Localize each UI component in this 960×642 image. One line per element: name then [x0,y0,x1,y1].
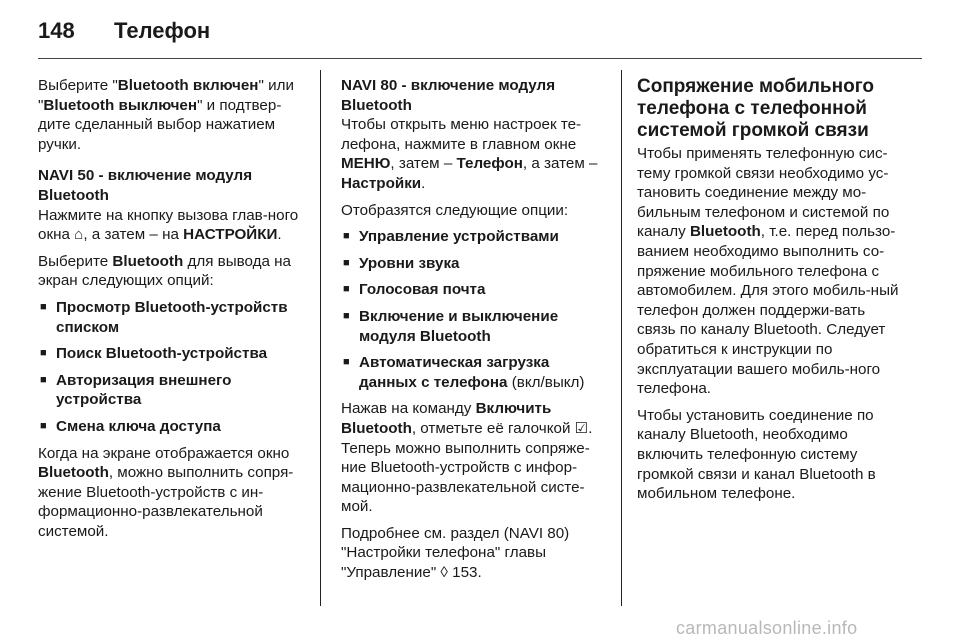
navi80-more-paragraph: Подробнее см. раздел (NAVI 80) "Настройки телефона" главы "Управление" ◊ 153. [341,524,570,582]
navi50-heading: NAVI 50 - включение модуля Bluetooth [38,167,253,204]
column-2 [341,76,605,590]
navi80-command-paragraph: Нажав на команду Включить Bluetooth, отметьте её галочкой ☑. Теперь можно выполнить сопряже-ние Bluetooth-устройств с инфор-мационно-развлекательной систе-мой. [341,400,593,516]
pairing-paragraph-2: Чтобы установить соединение по каналу Bluetooth, необходимо включить телефонную систему громкой связи и канал Bluetooth в мобильном телефоне. [637,406,876,503]
column-divider-2 [621,70,622,606]
list-item: ■ Авторизация внешнего устройства [38,371,306,410]
navi50-press-paragraph: Нажмите на кнопку вызова глав-ного окна ⌂, а затем – на НАСТРОЙКИ. [38,206,299,244]
list-item: ■ Поиск Bluetooth-устройства [38,344,306,364]
column-1 [38,76,306,548]
column-divider-1 [320,70,321,606]
pairing-paragraph-1: Чтобы применять телефонную сис-тему громкой связи необходимо ус-тановить соединение между мо-бильным телефоном и системой по каналу Bluetooth, т.е. перед пользо-ванием необходимо выполнить со-пряжение мобильного телефона с автомобилем. Для этого мобиль-ный телефон должен поддержи-вать связь по каналу Bluetooth. Следует обратиться к инструкции по эксплуатации вашего мобиль-ного телефона. [637,145,899,398]
list-item: ■ Голосовая почта [341,280,605,300]
list-item: ■ Уровни звука [341,254,605,274]
page-number: 148 [38,18,75,43]
page-header [38,18,922,48]
navi80-options-list [341,227,605,392]
navi80-heading: NAVI 80 - включение модуля Bluetooth [341,77,556,114]
intro-paragraph: Выберите "Bluetooth включен" или "Bluetooth выключен" и подтвер-дите сделанный выбор нажатием ручки. [38,77,294,153]
list-item: ■ Смена ключа доступа [38,417,306,437]
list-item: ■ Включение и выключение модуля Bluetooth [341,307,605,346]
navi80-open-paragraph: Чтобы открыть меню настроек те-лефона, нажмите в главном окне МЕНЮ, затем – Телефон, а затем – Настройки. [341,116,598,192]
column-3 [637,76,905,511]
list-item: ■ Управление устройствами [341,227,605,247]
navi50-select-paragraph: Выберите Bluetooth для вывода на экран следующих опций: [38,252,292,290]
watermark: carmanualsonline.info [676,618,858,638]
header-divider [38,58,922,59]
page-title: Телефон [114,18,211,43]
home-icon: ⌂ [74,226,84,244]
list-item: ■ Автоматическая загрузка данных с телефона (вкл/выкл) [341,353,605,392]
list-item: ■ Просмотр Bluetooth-устройств списком [38,298,306,337]
navi80-shown-paragraph: Отобразятся следующие опции: [341,201,569,219]
pairing-heading: Сопряжение мобильного телефона с телефонной системой громкой связи [637,76,874,141]
navi50-display-paragraph: Когда на экране отображается окно Bluetooth, можно выполнить сопря-жение Bluetooth-устройств с ин-формационно-развлекательной системой. [38,444,294,540]
navi50-options-list [38,298,306,437]
